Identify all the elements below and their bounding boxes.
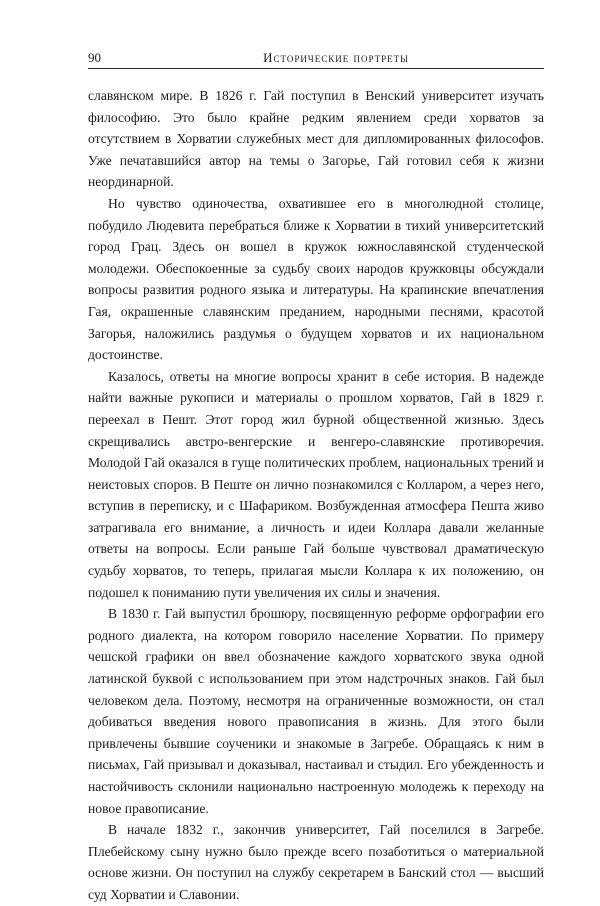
paragraph: Но чувство одиночества, охватившее его в многолюдной столице, побудило Людевита перебраться ближе к Хорватии в тихий университетский город Грац. Здесь он вошел в кружок южнославянской студенческой молодежи. Обеспокоенные за судьбу своих народов кружковцы обсуждали вопросы развития родного языка и литературы. На крапинские впечатления Гая, окрашенные славянским преданием, народными песнями, красотой Загорья, наложились раздумья о будущем хорватов и их национальном достоинстве. bbox=[88, 195, 544, 363]
running-header bbox=[88, 48, 544, 69]
body-text bbox=[88, 85, 544, 906]
paragraph-continuation: славянском мире. В 1826 г. Гай поступил в Венский университет изучать философию. Это было крайне редким явлением среди хорватов за отсутствием в Хорватии служебных мест для дипломированных философов. Уже печатавшийся автор на темы о Загорье, Гай готовил себя к жизни неординарной. bbox=[88, 88, 544, 190]
running-title: Исторические портреты bbox=[263, 50, 409, 65]
paragraph: Казалось, ответы на многие вопросы хранит в себе история. В надежде найти важные рукописи и материалы о прошлом хорватов, Гай в 1829 г. переехал в Пешт. Этот город жил бурной общественной жизнью. Здесь скрещивались австро-венгерские и венгеро-славянские противоречия. Молодой Гай оказался в гуще политических проблем, национальных трений и неистовых споров. В Пеште он лично познакомился с Колларом, а через него, вступив в переписку, и с Шафариком. Возбужденная атмосфера Пешта живо затрагивала его внимание, а личность и идеи Коллара давали желанные ответы на вопросы. Если раньше Гай больше чувствовал драматическую судьбу хорватов, то теперь, прилагая мысли Коллара к их положению, он подошел к пониманию пути увеличения их силы и значения. bbox=[88, 368, 544, 600]
paragraph: В начале 1832 г., закончив университет, Гай поселился в Загребе. Плебейскому сыну нужно было прежде всего позаботиться о материальной основе жизни. Он поступил на службу секретарем в Банский стол — высший суд Хорватии и Славонии. bbox=[88, 822, 544, 902]
page-number: 90 bbox=[88, 50, 101, 65]
book-page bbox=[88, 48, 544, 906]
paragraph: В 1830 г. Гай выпустил брошюру, посвященную реформе орфографии его родного диалекта, на котором говорило население Хорватии. По примеру чешской графики он ввел обозначение каждого хорватского звука одной латинской буквой с использованием при этом надстрочных знаков. Гай был человеком дела. Поэтому, несмотря на ограниченные возможности, он стал добиваться введения нового правописания в жизнь. Для этого были привлечены бывшие соученики и знакомые в Загребе. Обращаясь к ним в письмах, Гай призывал и доказывал, настаивал и стыдил. Его убежденность и настойчивость склонили национально настроенную молодежь к переходу на новое правописание. bbox=[88, 606, 544, 816]
